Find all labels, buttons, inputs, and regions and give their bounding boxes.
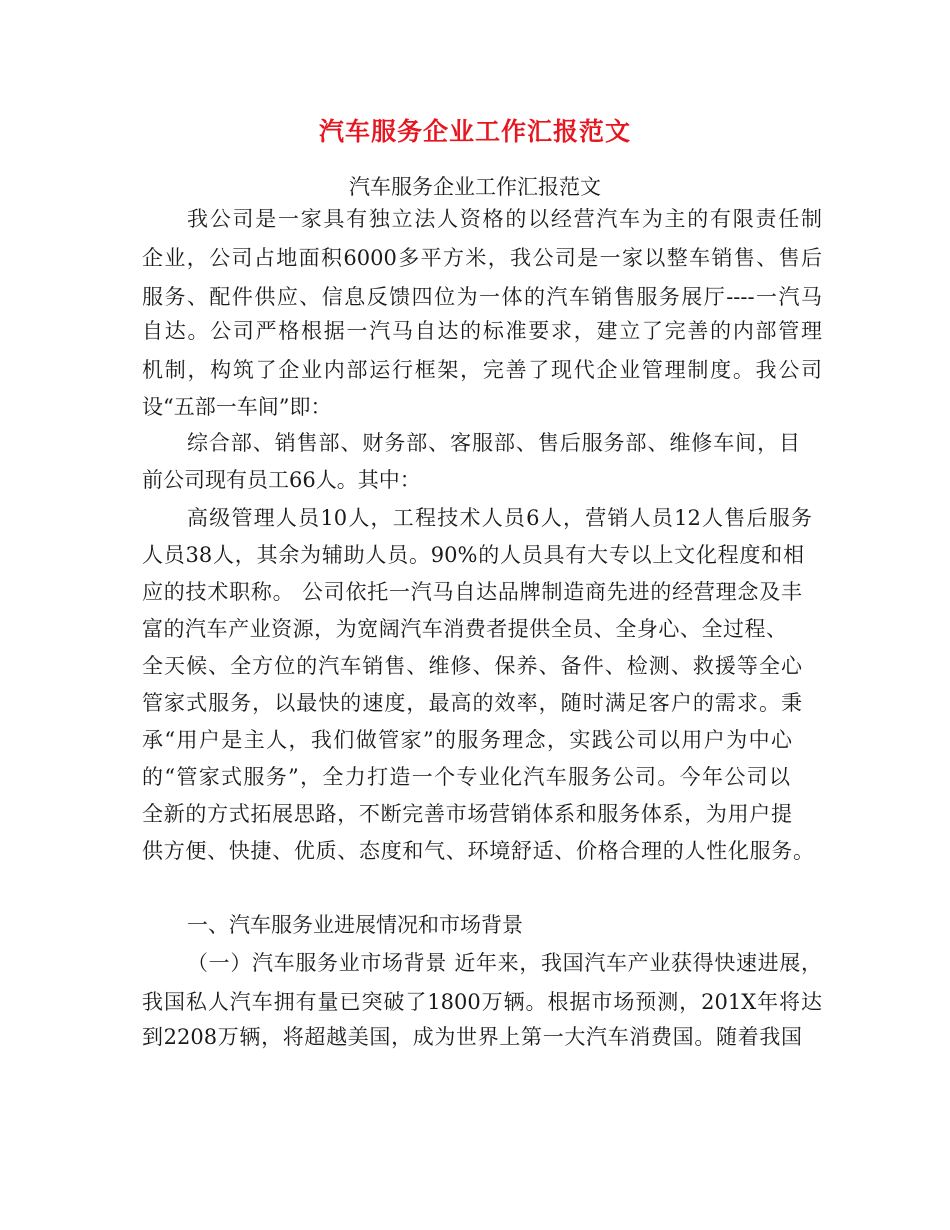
paragraph-line: 全新的方式拓展思路，不断完善市场营销体系和服务体系，为用户提	[142, 802, 792, 826]
paragraph-line: （一）汽车服务业市场背景 近年来，我国汽车产业获得快速进展，	[187, 951, 822, 975]
paragraph-line: 管家式服务，以最快的速度，最高的效率，随时满足客户的需求。秉	[142, 691, 802, 715]
paragraph-line: 到2208万辆，将超越美国，成为世界上第一大汽车消费国。随着我国	[142, 1025, 802, 1049]
paragraph-line: 高级管理人员10人，工程技术人员6人，营销人员12人售后服务	[187, 506, 812, 530]
paragraph-line: 我公司是一家具有独立法人资格的以经营汽车为主的有限责任制	[187, 207, 822, 231]
paragraph-line: 服务、配件供应、信息反馈四位为一体的汽车销售服务展厅----一汽马	[142, 285, 822, 309]
paragraph-line: 富的汽车产业资源，为宽阔汽车消费者提供全员、全身心、全过程、	[142, 617, 787, 641]
paragraph-line: 企业，公司占地面积6000多平方米，我公司是一家以整车销售、售后	[142, 246, 822, 270]
paragraph-line: 前公司现有员工66人。其中：	[142, 468, 421, 492]
paragraph-line: 我国私人汽车拥有量已突破了1800万辆。根据市场预测，201X年将达	[142, 990, 822, 1014]
paragraph-line: 的“管家式服务”，全力打造一个专业化汽车服务公司。今年公司以	[142, 765, 790, 789]
paragraph-line: 承“用户是主人，我们做管家”的服务理念，实践公司以用户为中心	[142, 728, 792, 752]
paragraph-line: 全天候、全方位的汽车销售、维修、保养、备件、检测、救援等全心	[142, 654, 802, 678]
paragraph-line: 设“五部一车间”即：	[142, 395, 332, 419]
paragraph-line: 应的技术职称。 公司依托一汽马自达品牌制造商先进的经营理念及丰	[142, 580, 802, 604]
document-title: 汽车服务企业工作汇报范文	[318, 117, 631, 146]
paragraph-line: 自达。公司严格根据一汽马自达的标准要求，建立了完善的内部管理	[142, 319, 822, 343]
document-subtitle: 汽车服务企业工作汇报范文	[349, 175, 601, 199]
paragraph-line: 供方便、快捷、优质、态度和气、环境舒适、价格合理的人性化服务。	[142, 839, 814, 863]
paragraph-line: 机制，构筑了企业内部运行框架，完善了现代企业管理制度。我公司	[142, 358, 822, 382]
section-heading: 一、汽车服务业进展情况和市场背景	[187, 913, 523, 937]
paragraph-line: 人员38人，其余为辅助人员。90%的人员具有大专以上文化程度和相	[142, 543, 804, 567]
paragraph-line: 综合部、销售部、财务部、客服部、售后服务部、维修车间，目	[187, 431, 800, 455]
